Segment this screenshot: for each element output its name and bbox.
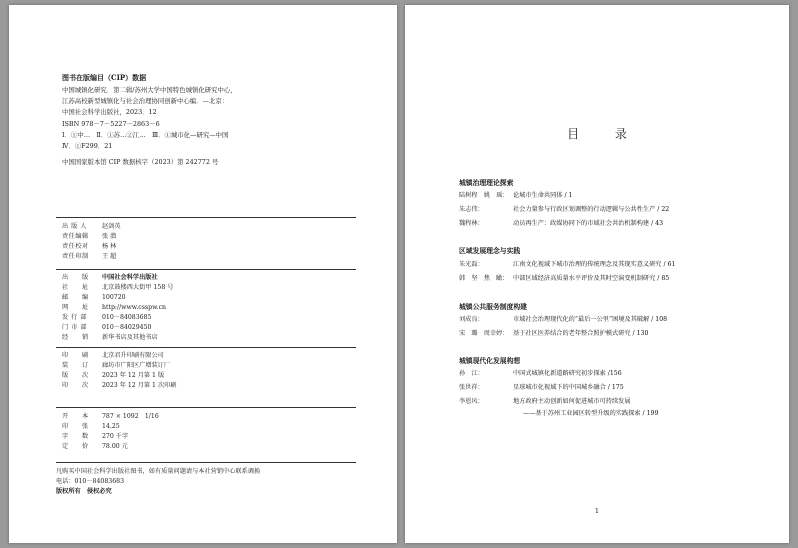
- divider: [56, 269, 356, 270]
- price-value: 78.00 元: [102, 443, 128, 450]
- section-title: 城镇现代化发展构想: [459, 357, 521, 365]
- divider: [56, 462, 356, 463]
- value: 270 千字: [102, 433, 129, 440]
- toc-entry: [459, 259, 675, 268]
- label: 装 订: [62, 362, 89, 369]
- label: 开 本: [62, 413, 89, 420]
- toc-entry: [459, 273, 669, 282]
- value: 张 潜: [102, 233, 117, 240]
- value: 杨 林: [102, 243, 117, 250]
- value: 2023 年 12 月第 1 版: [102, 372, 165, 379]
- copyright-page: [9, 5, 397, 543]
- copyright-line: 版权所有 侵权必究: [56, 488, 112, 495]
- value: 北京鼓楼西大街甲 158 号: [102, 284, 174, 291]
- label: 出 版: [62, 274, 89, 281]
- entry-title: 社会力量参与行政区划调整的行动逻辑与公共性生产 / 22: [513, 206, 670, 213]
- label: 出 版 人: [62, 223, 87, 230]
- divider: [56, 347, 356, 348]
- entry-subtitle: ——基于苏州工业园区转型升级的实践探索 / 199: [523, 410, 659, 417]
- page-number: 1: [594, 507, 600, 515]
- value: 新华书店及其他书店: [102, 334, 158, 341]
- cip-line: 江苏高校新型城镇化与社会治理协同创新中心编．—北京：: [62, 97, 229, 106]
- toc-entry: [459, 204, 669, 213]
- toc-entry: [459, 218, 663, 227]
- label: 印 刷: [62, 352, 89, 359]
- cip-block: [62, 85, 362, 152]
- entry-author: 朱志伟：: [459, 206, 484, 213]
- toc-entry: [459, 396, 631, 405]
- phone-line: 电话：010－84083683: [56, 478, 125, 485]
- label: 定 价: [62, 443, 89, 450]
- print-block: [62, 351, 177, 391]
- isbn: ISBN 978－7－5227－2863－6: [62, 119, 160, 128]
- entry-author: 宋 璐 周幸婷：: [459, 330, 509, 337]
- value: 100720: [102, 294, 126, 301]
- entry-title: 基于社区医养结合的老年整合照护模式研究 / 130: [513, 330, 649, 337]
- value: 010－84083685: [102, 314, 152, 321]
- notice-line: 凡购买中国社会科学出版社图书，如有质量问题请与本社营销中心联系调换: [56, 468, 261, 475]
- value: 787 × 1092 1/16: [102, 413, 159, 420]
- divider: [56, 217, 356, 218]
- label: 责任编辑: [62, 233, 89, 240]
- entry-author: 朱光磊：: [459, 261, 484, 268]
- specs-block: [62, 412, 159, 452]
- entry-author: 刘成良：: [459, 316, 484, 323]
- value: 王 超: [102, 253, 117, 260]
- value: 廊坊市广阳区广增装订厂: [102, 362, 171, 369]
- toc-entry: [459, 382, 624, 391]
- entry-title: 地方政府主动创新如何促进城市可持续发展: [513, 398, 631, 405]
- cip-line: 中国社会科学出版社，2023．12: [62, 108, 157, 117]
- label: 责任印制: [62, 253, 89, 260]
- value: 北京君升印刷有限公司: [102, 352, 164, 359]
- section-title: 城镇公共服务制度构建: [459, 303, 527, 311]
- entry-author: 魏程林：: [459, 220, 484, 227]
- section-title: 区域发展理念与实践: [459, 247, 521, 255]
- publisher-block: [62, 273, 173, 343]
- value: 14.25: [102, 423, 120, 430]
- section-title: 城镇治理理论探索: [459, 179, 514, 187]
- entry-author: 韩 坚 焦 瞰：: [459, 275, 509, 282]
- entry-author: 张世祥：: [459, 384, 484, 391]
- website-value: http://www.csspw.cn: [102, 304, 167, 311]
- entry-title: 中国式城镇化新道路研究初步探索 /156: [513, 370, 622, 377]
- publisher-name: 中国社会科学出版社: [102, 274, 158, 281]
- cip-line: Ⅰ．①中… Ⅱ．①苏…②江… Ⅲ．①城市化—研究—中国: [62, 130, 229, 139]
- toc-entry: [459, 314, 667, 323]
- cip-line: 中国城镇化研究．第二辑/苏州大学中国特色城镇化研究中心，: [62, 86, 237, 94]
- toc-entry: [459, 328, 648, 337]
- contents-page: [405, 5, 789, 543]
- entry-title: 市域社会治理现代化的“最后一公里”困境及其破解 / 108: [513, 316, 668, 323]
- label: 印 张: [62, 423, 89, 430]
- entry-author: 陆树程 姚 瑶：: [459, 192, 509, 199]
- entry-author: 孙 江：: [459, 370, 484, 377]
- entry-title: 动员再生产：政媒协同下的市域社会共治机制构建 / 43: [513, 220, 664, 227]
- label: 字 数: [62, 433, 89, 440]
- footer-notice: [56, 467, 260, 497]
- entry-author: 李恩风：: [459, 398, 484, 405]
- label: 发 行 部: [62, 314, 87, 321]
- toc-title: 目 录: [567, 127, 643, 141]
- label: 网 址: [62, 304, 89, 311]
- value: 赵剑英: [102, 223, 121, 230]
- label: 邮 编: [62, 294, 89, 301]
- label: 印 次: [62, 382, 89, 389]
- cip-title: 图书在版编目（CIP）数据: [62, 73, 147, 82]
- toc-entry: [459, 368, 622, 377]
- entry-title: 江南文化视域下城市治理的传统理念及其现实意义研究 / 61: [513, 261, 676, 268]
- value: 010－84029450: [102, 324, 152, 331]
- staff-block: [62, 222, 121, 262]
- cip-line: Ⅳ．①F299．21: [62, 142, 113, 151]
- divider: [56, 407, 356, 408]
- label: 责任校对: [62, 243, 89, 250]
- label: 经 销: [62, 334, 89, 341]
- value: 2023 年 12 月第 1 次印刷: [102, 382, 177, 389]
- label: 门 市 部: [62, 324, 87, 331]
- label: 版 次: [62, 372, 89, 379]
- entry-title: 中部区域经济高质量水平评价及其时空演变机制研究 / 85: [513, 275, 670, 282]
- label: 社 址: [62, 284, 89, 291]
- cip-number: 中国国家版本馆 CIP 数据核字（2023）第 242772 号: [62, 158, 219, 166]
- entry-title: 论城市生命共同体 / 1: [513, 192, 573, 199]
- entry-title: 星球城市化视域下的中国城乡融合 / 175: [513, 384, 624, 391]
- toc-entry: [459, 190, 572, 199]
